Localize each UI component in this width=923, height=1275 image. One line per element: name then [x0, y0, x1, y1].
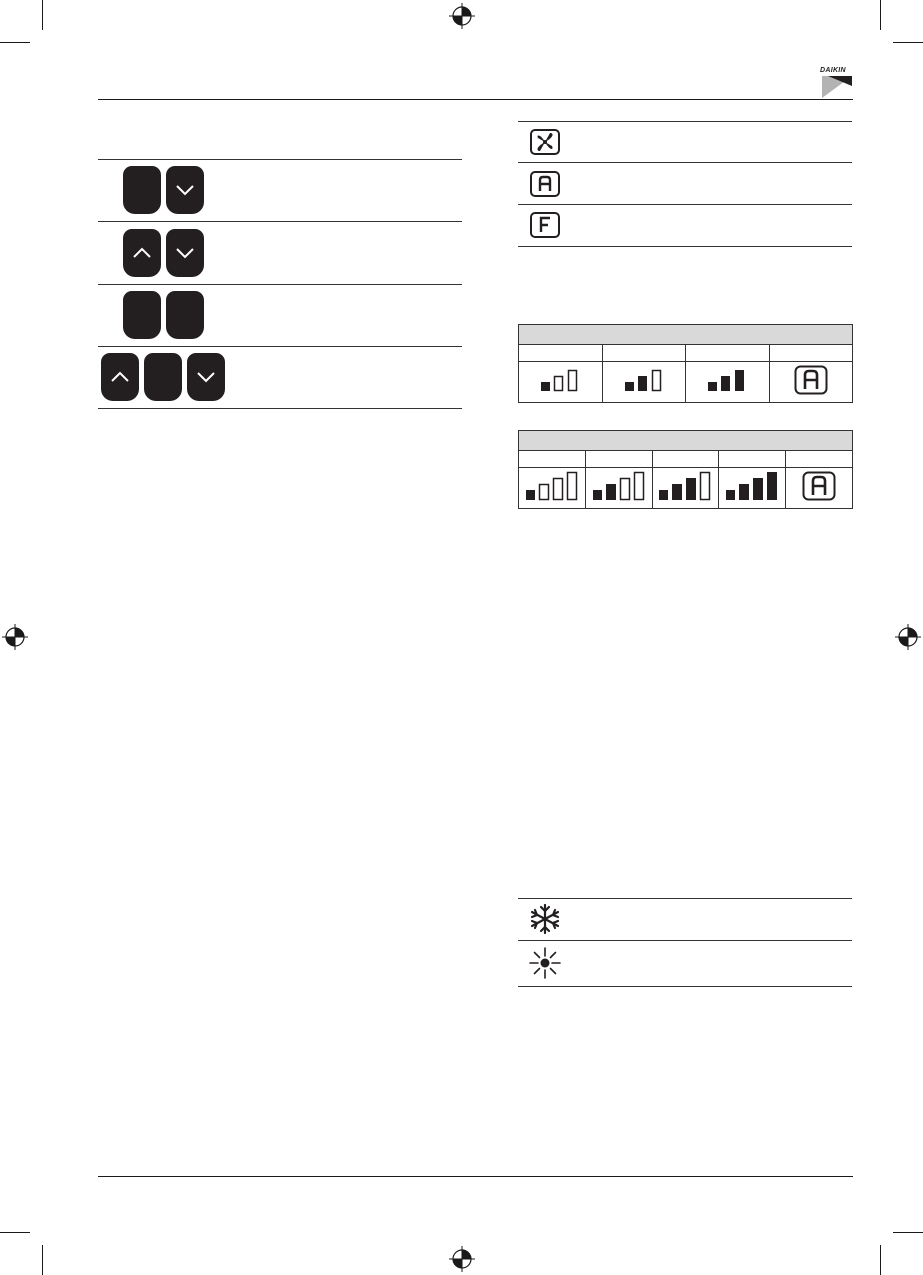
table-icon-cell — [585, 468, 652, 509]
table-label-cell — [719, 451, 786, 468]
mode-icons-bottom-rule — [518, 246, 852, 247]
crop-mark — [42, 0, 43, 30]
registration-mark-icon — [449, 1246, 475, 1272]
table-label-cell — [519, 345, 603, 362]
blank-key[interactable] — [123, 166, 161, 214]
table-label-cell — [585, 451, 652, 468]
table-header — [519, 325, 853, 345]
blank-key[interactable] — [166, 291, 204, 339]
table-header — [519, 431, 853, 451]
up-key[interactable] — [101, 353, 139, 401]
footer-rule — [98, 1176, 853, 1177]
auto-mode-icon — [530, 171, 560, 197]
fan-level-2-of-4-icon — [591, 471, 647, 501]
chevron-down-icon — [196, 371, 216, 383]
table-icon-cell — [652, 468, 719, 509]
fan-level-3-of-3-icon — [706, 368, 748, 392]
table-label-cell — [769, 345, 853, 362]
button-row-divider — [98, 221, 462, 222]
chevron-down-icon — [175, 184, 195, 196]
crop-mark — [893, 1232, 923, 1233]
crop-mark — [893, 42, 923, 43]
auto-mode-icon — [794, 365, 828, 395]
table-icon-cell — [519, 468, 586, 509]
svg-text:DAIKIN: DAIKIN — [820, 67, 846, 74]
table-icon-cell — [769, 362, 853, 403]
fan-level-2-of-3-icon — [623, 368, 665, 392]
button-row-divider — [98, 346, 462, 347]
fan-level-3-of-4-icon — [657, 471, 713, 501]
fan-speed-table-3 — [518, 324, 853, 403]
up-key[interactable] — [123, 229, 161, 277]
crop-mark — [880, 1245, 881, 1275]
table-label-cell — [519, 451, 586, 468]
table-label-cell — [786, 451, 853, 468]
table-icon-cell — [686, 362, 770, 403]
fan-speed-f-icon — [530, 212, 560, 238]
down-key[interactable] — [166, 229, 204, 277]
operation-icons-row-divider — [518, 940, 852, 941]
registration-mark-icon — [2, 624, 28, 650]
operation-icons-bottom-rule — [518, 986, 852, 987]
fan-icon — [530, 129, 560, 155]
operation-icons-top-rule — [518, 898, 852, 899]
crop-mark — [0, 42, 30, 43]
table-icon-cell — [719, 468, 786, 509]
mode-icons-top-rule — [518, 121, 852, 122]
daikin-logo — [818, 64, 854, 100]
table-icon-cell — [786, 468, 853, 509]
down-key[interactable] — [187, 353, 225, 401]
crop-mark — [42, 1245, 43, 1275]
crop-mark — [0, 1232, 30, 1233]
fan-level-4-of-4-icon — [724, 471, 780, 501]
button-table-bottom-rule — [98, 408, 462, 409]
fan-speed-table-5 — [518, 430, 853, 509]
registration-mark-icon — [449, 3, 475, 29]
crop-mark — [880, 0, 881, 30]
mode-icons-row-divider — [518, 162, 852, 163]
fan-level-1-of-3-icon — [539, 368, 581, 392]
table-icon-cell — [602, 362, 686, 403]
table-icon-cell — [519, 362, 603, 403]
blank-key[interactable] — [144, 353, 182, 401]
table-label-cell — [652, 451, 719, 468]
chevron-up-icon — [132, 247, 152, 259]
button-table-top-rule — [98, 159, 462, 160]
chevron-down-icon — [175, 247, 195, 259]
chevron-up-icon — [110, 371, 130, 383]
fan-level-1-of-4-icon — [524, 471, 580, 501]
down-key[interactable] — [166, 166, 204, 214]
cooling-snowflake-icon — [528, 903, 562, 935]
table-label-cell — [602, 345, 686, 362]
auto-mode-icon — [802, 471, 836, 501]
button-row-divider — [98, 284, 462, 285]
header-rule — [98, 99, 853, 100]
table-label-cell — [686, 345, 770, 362]
heating-sun-icon — [528, 946, 562, 980]
mode-icons-row-divider — [518, 204, 852, 205]
registration-mark-icon — [895, 624, 921, 650]
blank-key[interactable] — [123, 291, 161, 339]
